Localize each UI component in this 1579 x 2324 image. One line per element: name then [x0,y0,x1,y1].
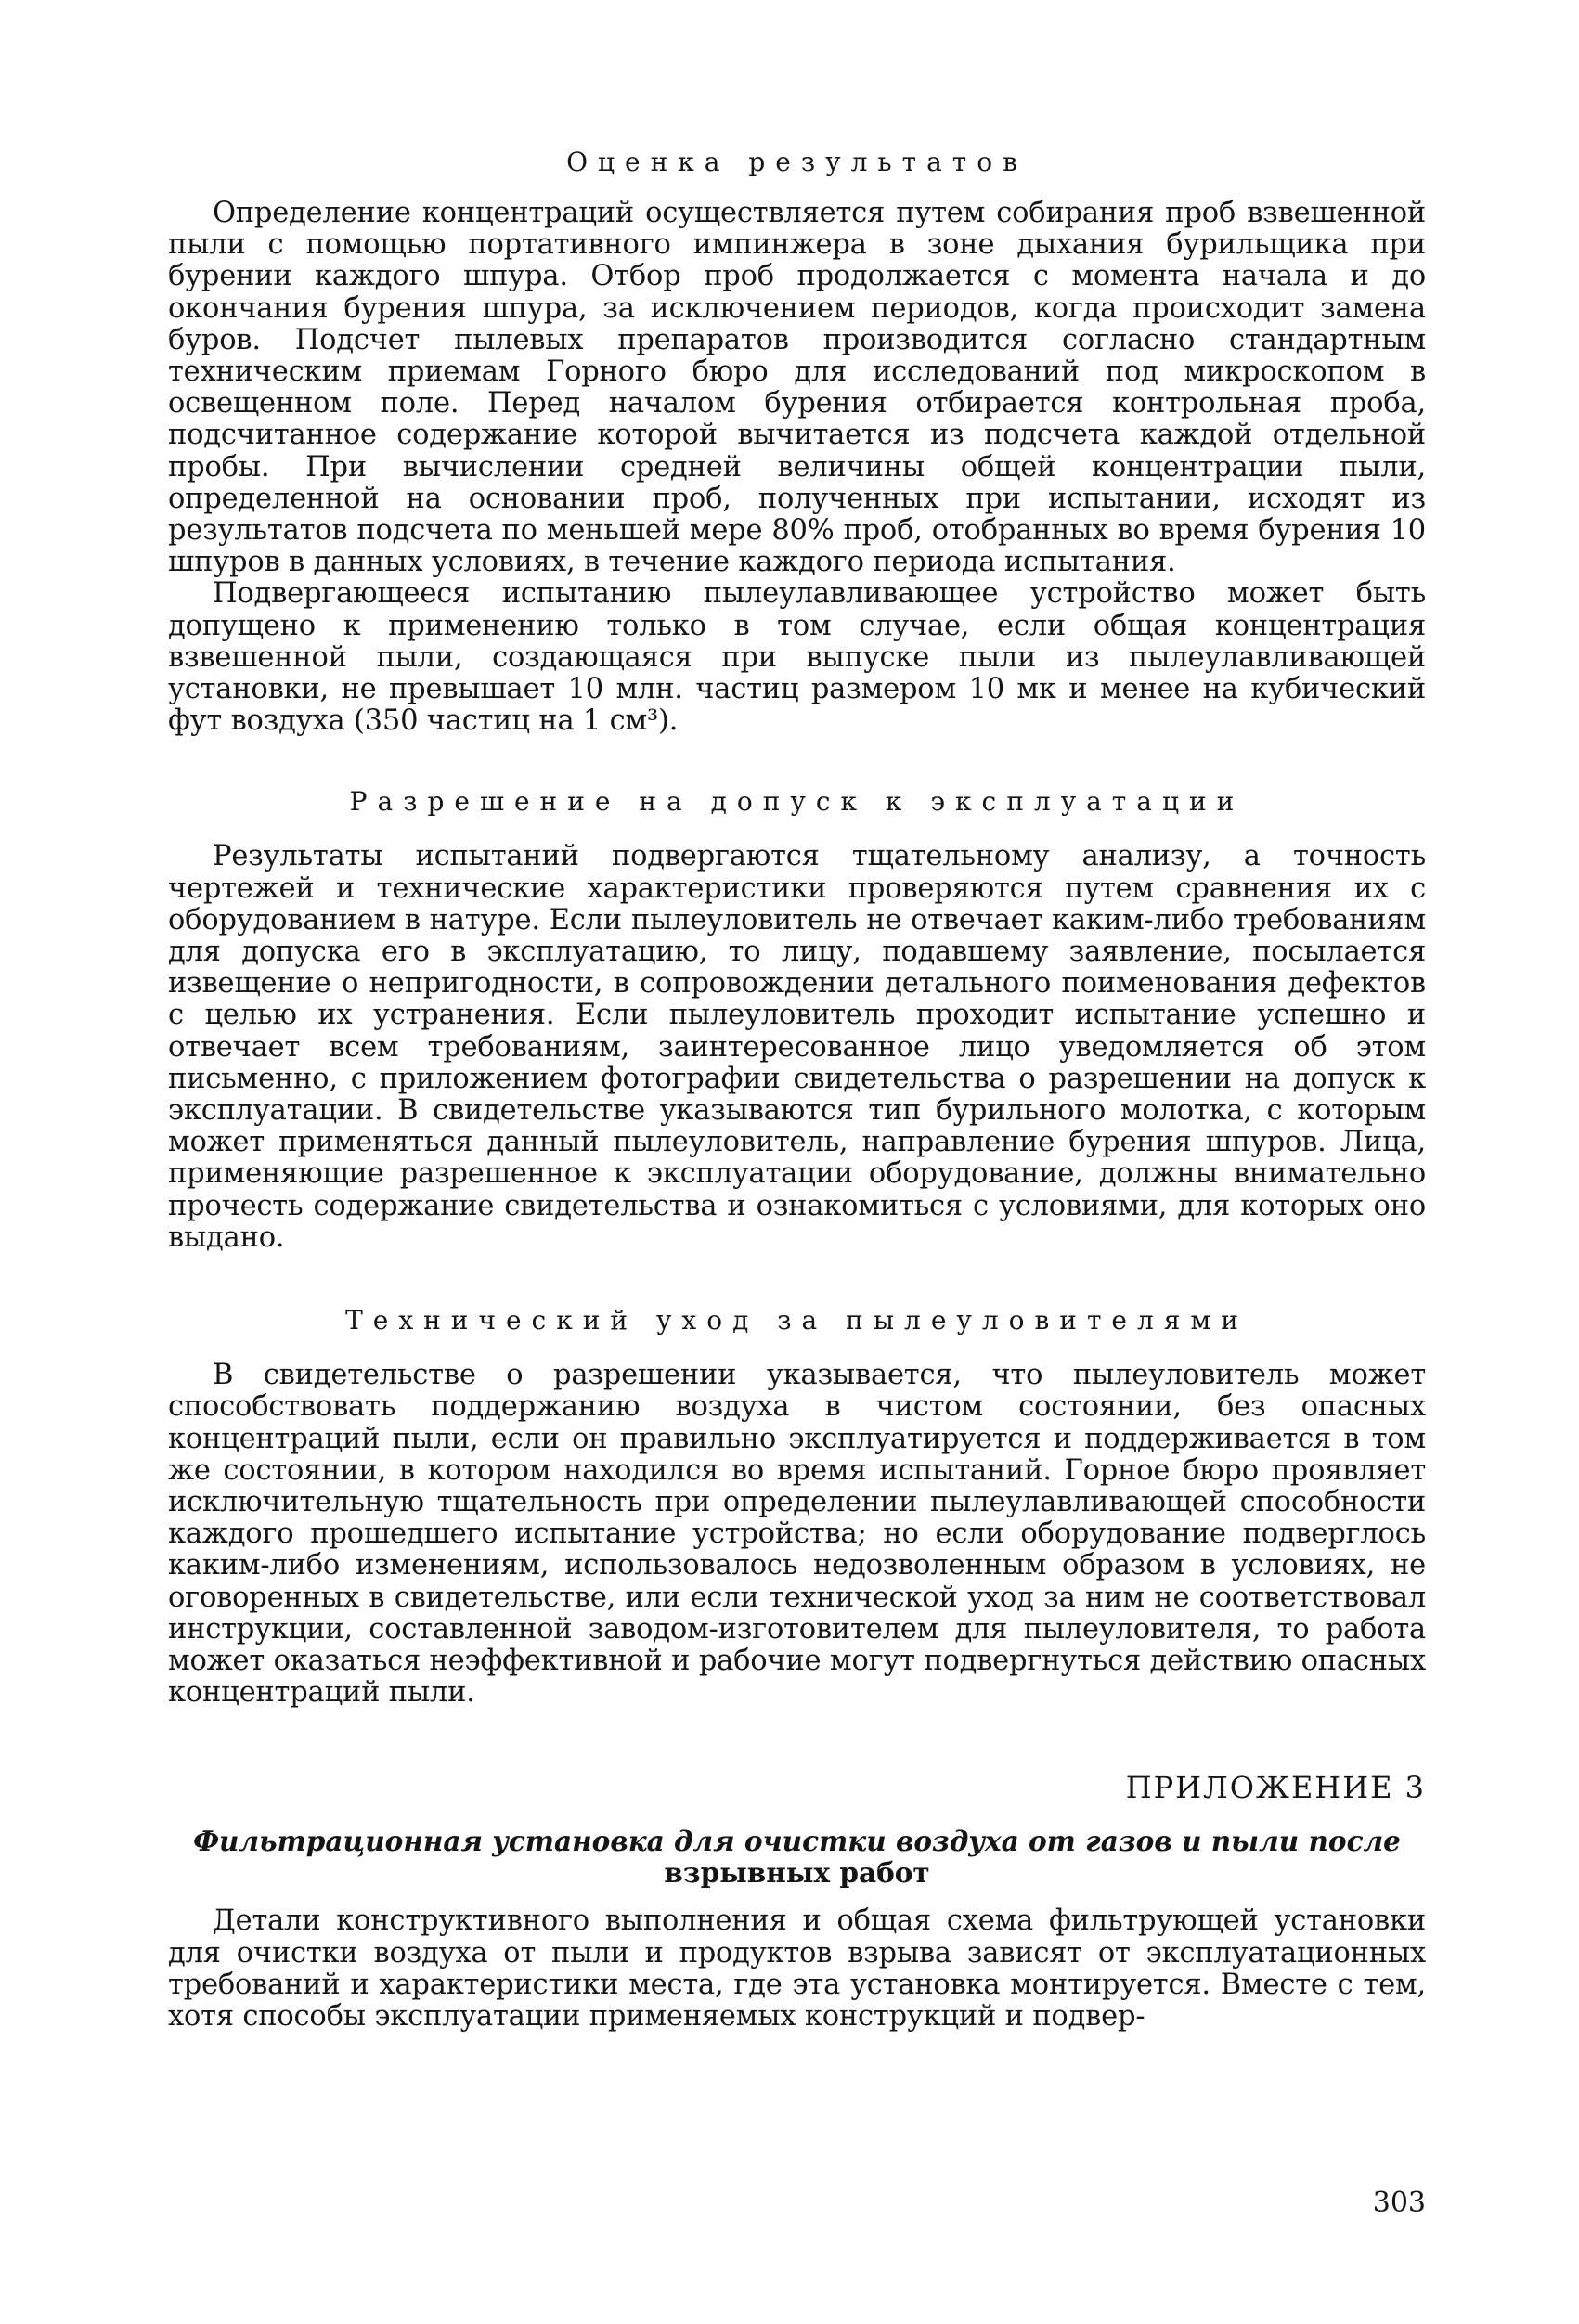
permit-paragraph-1: Результаты испытаний подвергаются тщательному анализу, а точность чертежей и технические характеристики проверяются путем сравнения их с оборудованием в натуре. Если пылеуловитель не отвечает каким-либо требованиям для допуска его в эксплуатацию, то лицу, подавшему заявление, посылается извещение о непригодности, в сопровождении детального поименования дефектов с целью их устранения. Если пылеуловитель проходит испытание успешно и отвечает всем требованиям, заинтересованное лицо уведомляется об этом письменно, с приложением фотографии свидетельства о разрешении на допуск к эксплуатации. В свидетельстве указываются тип бурильного молотка, с которым может применяться данный пылеуловитель, направление бурения шпуров. Лица, применяющие разрешенное к эксплуатации оборудование, должны внимательно прочесть содержание свидетельства и ознакомиться с условиями, для которых оно выдано. [168,840,1426,1254]
appendix-label: ПРИЛОЖЕНИЕ 3 [1125,1770,1426,1806]
appendix-title-line1: Фильтрационная установка для очистки воздуха от газов и пыли после [193,1825,1401,1858]
section-heading-maintenance: Технический уход за пылеуловителями [345,1305,1249,1336]
results-paragraph-2: Подвергающееся испытанию пылеулавливающее устройство может быть допущено к применению только в том случае, если общая концентрация взвешенной пыли, создающаяся при выпуске пыли из пылеулавливающей установки, не превышает 10 млн. частиц размером 10 мк и менее на кубический фут воздуха (350 частиц на 1 см³). [168,577,1426,738]
appendix-paragraph-1: Детали конструктивного выполнения и общая схема фильтрующей установки для очистки воздуха от пыли и продуктов взрыва зависят от эксплуатационных требований и характеристики места, где эта установка монтируется. Вместе с тем, хотя способы эксплуатации применяемых конструкций и подвер- [168,1904,1426,2033]
maintenance-paragraph-1: В свидетельстве о разрешении указывается, что пылеуловитель может способствовать поддержанию воздуха в чистом состоянии, без опасных концентраций пыли, если он правильно эксплуатируется и поддерживается в том же состоянии, в котором находился во время испытаний. Горное бюро проявляет исключительную тщательность при определении пылеулавливающей способности каждого прошедшего испытание устройства; но если оборудование подверглось каким-либо изменениям, использовалось недозволенным образом в условиях, не оговоренных в свидетельстве, или если техническoй уход за ним не соответствовал инструкции, составленной заводом-изготовителем для пылеуловителя, то работа может оказаться неэффективной и рабочие могут подвергнуться действию опасных концентраций пыли. [168,1359,1426,1710]
appendix-title-line2: взрывных работ [664,1856,930,1890]
appendix-title [168,1826,1426,1889]
section-heading-results: Оценка результатов [566,147,1028,177]
section-heading-permit: Разрешение на допуск к эксплуатации [349,786,1245,818]
page-body [168,144,1426,2033]
results-paragraph-1: Определение концентраций осуществляется путем собирания проб взвешенной пыли с помощью портативного импинжера в зоне дыхания бурильщика при бурении каждого шпура. Отбор проб продолжается с момента начала и до окончания бурения шпура, за исключением периодов, когда происходит замена буров. Подсчет пылевых препаратов производится согласно стандартным техническим приемам Горного бюро для исследований под микроскопом в освещенном поле. Перед началом бурения отбирается контрольная проба, подсчитанное содержание которой вычитается из подсчета каждой отдельной пробы. При вычислении средней величины общей концентрации пыли, определенной на основании проб, полученных при испытании, исходят из результатов подсчета по меньшей мере 80% проб, отобранных во время бурения 10 шпуров в данных условиях, в течение каждого периода испытания. [168,197,1426,579]
page-number: 303 [1372,2187,1426,2219]
